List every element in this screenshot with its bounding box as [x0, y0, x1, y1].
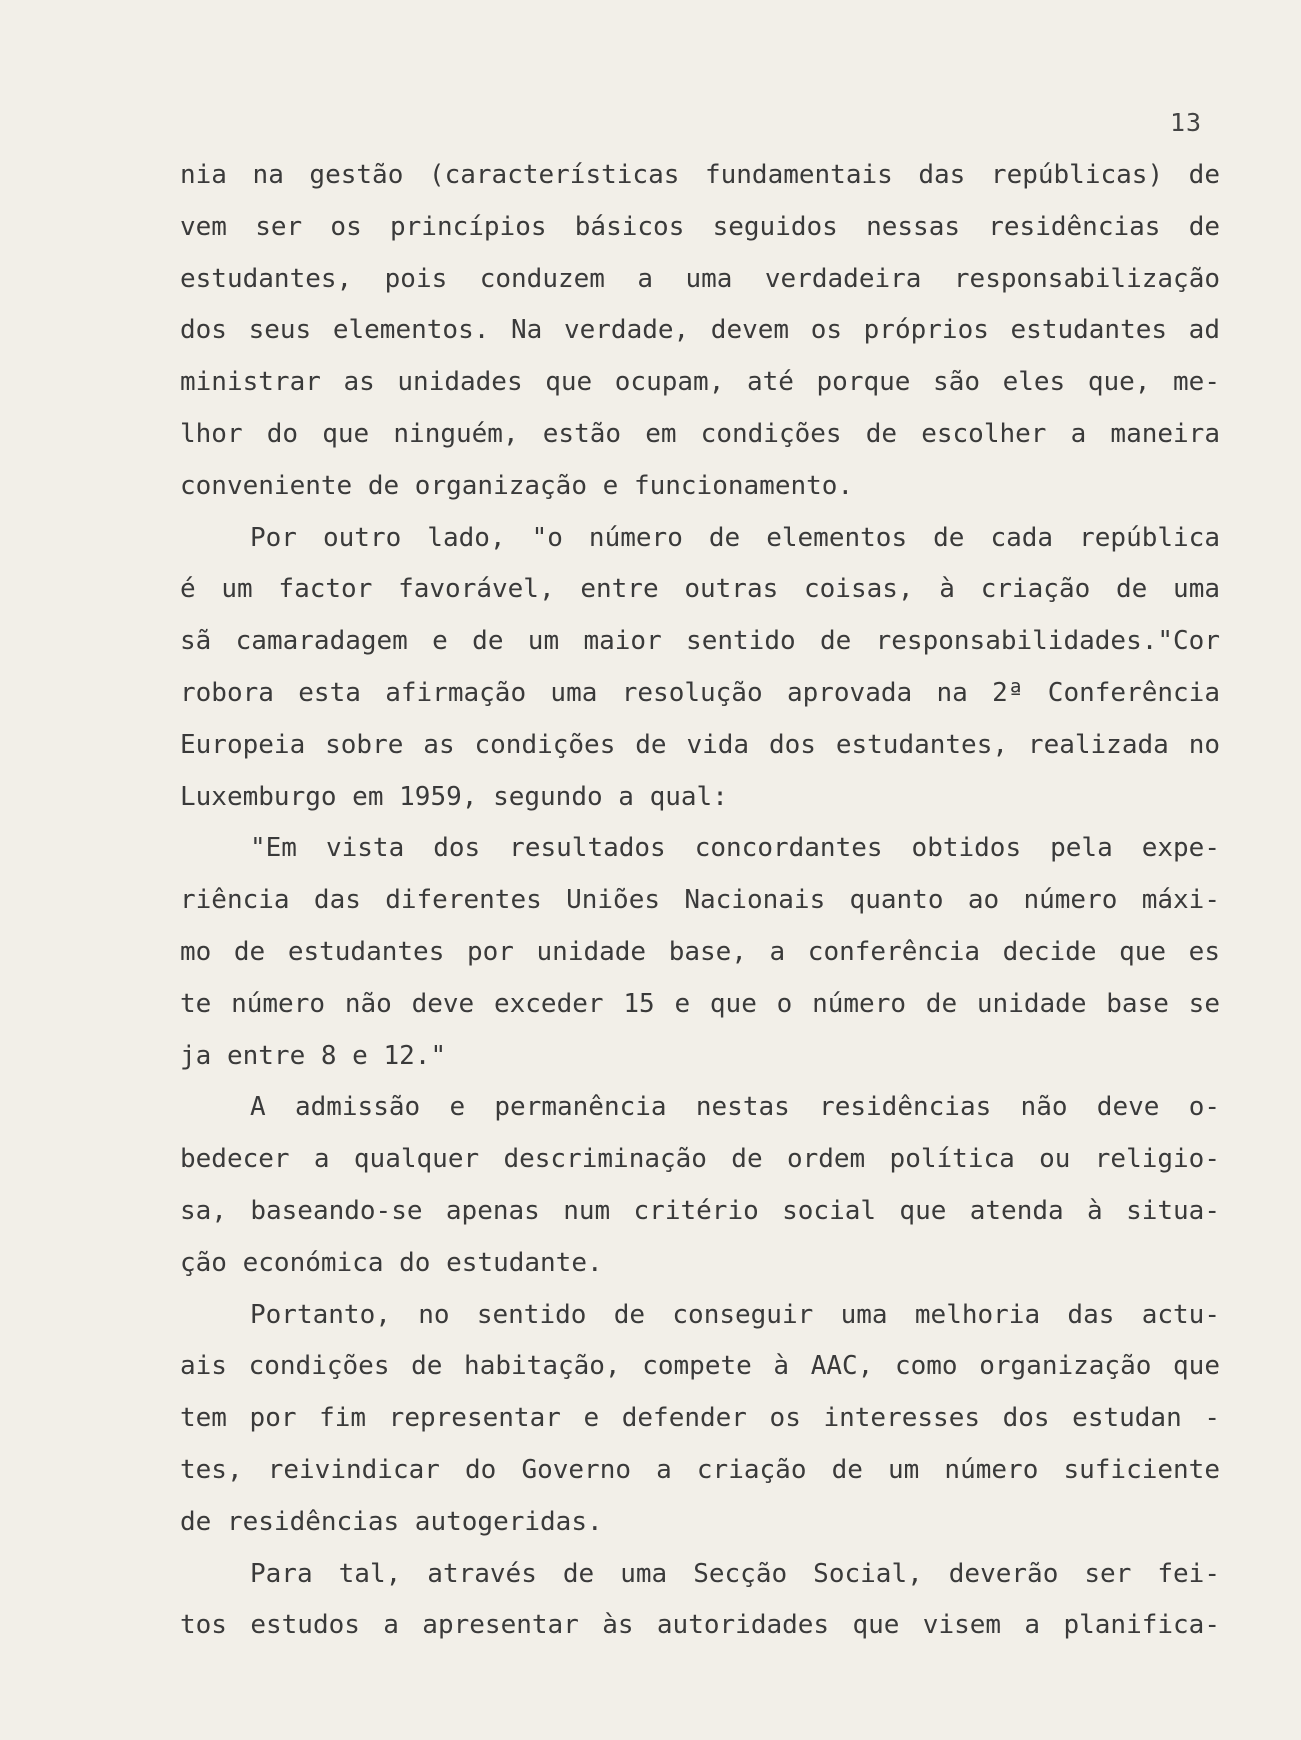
text-line: sã camaradagem e de um maior sentido de responsabilidades."Cor — [180, 626, 1220, 657]
text-line: tem por fim representar e defender os interesses dos estudan - — [180, 1403, 1220, 1434]
text-line: sa, baseando-se apenas num critério social que atenda à situa- — [180, 1195, 1220, 1226]
text-line: ção económica do estudante. — [180, 1247, 603, 1278]
text-line: bedecer a qualquer descriminação de ordem política ou religio- — [180, 1144, 1220, 1175]
text-line: A admissão e permanência nestas residências não deve o- — [250, 1092, 1220, 1123]
body-text — [180, 150, 1220, 1652]
text-line: de residências autogeridas. — [180, 1506, 603, 1537]
text-line: tes, reivindicar do Governo a criação de um número suficiente — [180, 1454, 1220, 1485]
text-line: Por outro lado, "o número de elementos de cada república — [250, 522, 1220, 553]
text-line: "Em vista dos resultados concordantes obtidos pela expe- — [250, 833, 1220, 864]
page-number: 13 — [1170, 108, 1203, 137]
text-line: estudantes, pois conduzem a uma verdadeira responsabilização — [180, 263, 1220, 294]
text-line: dos seus elementos. Na verdade, devem os próprios estudantes ad — [180, 315, 1220, 346]
text-line: te número não deve exceder 15 e que o número de unidade base se — [180, 988, 1220, 1019]
text-line: ministrar as unidades que ocupam, até porque são eles que, me- — [180, 367, 1220, 398]
text-line: nia na gestão (características fundamentais das repúblicas) de — [180, 160, 1220, 190]
text-line: é um factor favorável, entre outras coisas, à criação de uma — [180, 574, 1220, 605]
text-line: ais condições de habitação, compete à AAC, como organização que — [180, 1351, 1220, 1382]
text-line: mo de estudantes por unidade base, a conferência decide que es — [180, 936, 1220, 967]
text-line: Para tal, através de uma Secção Social, deverão ser fei- — [250, 1558, 1220, 1589]
text-line: Europeia sobre as condições de vida dos estudantes, realizada no — [180, 729, 1220, 760]
text-line: conveniente de organização e funcionamento. — [180, 470, 854, 501]
text-line: robora esta afirmação uma resolução aprovada na 2ª Conferência — [180, 677, 1220, 708]
text-line: lhor do que ninguém, estão em condições de escolher a maneira — [180, 418, 1220, 449]
text-line: tos estudos a apresentar às autoridades que visem a planifica- — [180, 1610, 1220, 1641]
text-line: riência das diferentes Uniões Nacionais quanto ao número máxi- — [180, 885, 1220, 916]
text-line: ja entre 8 e 12." — [180, 1040, 447, 1071]
text-line: Portanto, no sentido de conseguir uma melhoria das actu- — [250, 1299, 1220, 1330]
text-line: vem ser os princípios básicos seguidos nessas residências de — [180, 211, 1220, 242]
text-line: Luxemburgo em 1959, segundo a qual: — [180, 781, 728, 812]
